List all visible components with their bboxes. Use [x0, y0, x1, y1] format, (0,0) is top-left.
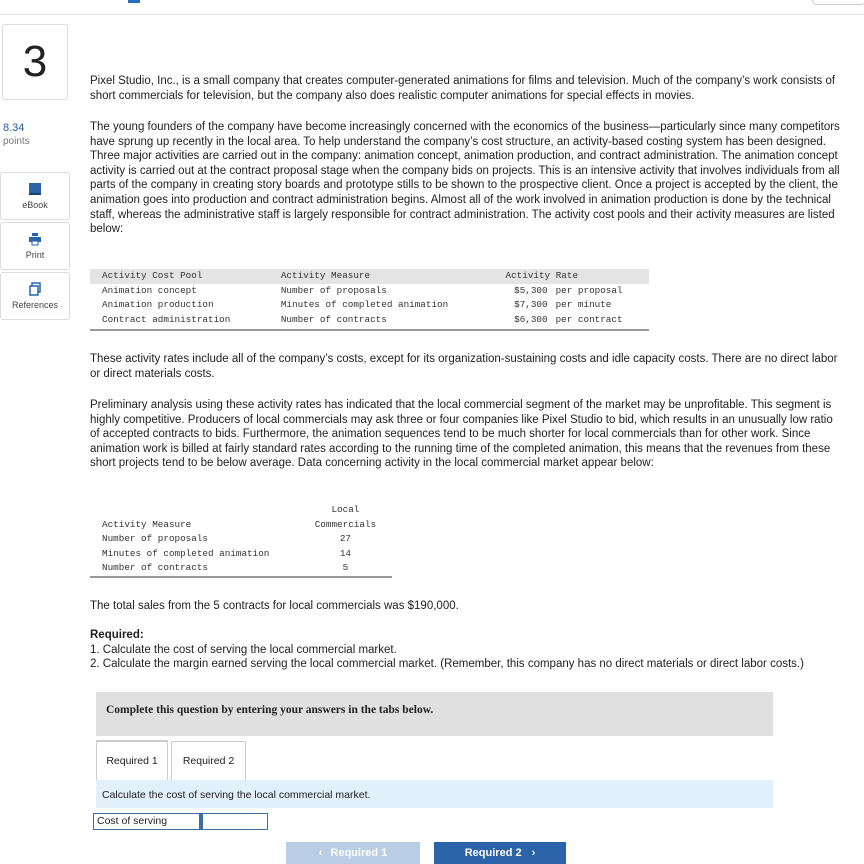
sales-note: The total sales from the 5 contracts for local commercials was $190,000. — [90, 600, 459, 612]
table-cell: 14 — [339, 547, 351, 559]
preliminary-paragraph: Preliminary analysis using these activity rates has indicated that the local commercial segment of the market may be unprofitable. This segment is highly competitive. Producers of local commercials may ask three or four companies like Pixel Studio to bid, which results in an unusually low ratio of accepted contracts to bids. Furthermore, the animation sequences tend to be much shorter for local commercials than for other work. Since animation work is billed at fairly standard rates according to the running time of the completed animation, this means that the revenues from these short projects tend to be below average. Data concerning activity in the local commercial market appear below: — [90, 399, 833, 470]
intro-paragraph: Pixel Studio, Inc., is a small company that creates computer-generated animations for films and television. Much of the company’s work consists of short commercials for television, but the company also does realistic computer animations for special effects in movies. — [90, 75, 836, 102]
local-commercials-table — [90, 503, 392, 578]
table-cell: Animation production — [102, 299, 214, 311]
next-tab-label: Required 2 — [464, 847, 522, 859]
table-cell: per contract — [555, 313, 623, 325]
table-header: Activity Cost Pool — [90, 269, 269, 284]
references-label: References — [11, 300, 59, 310]
table-cell: per minute — [555, 299, 612, 311]
table-cell: Contract administration — [102, 313, 231, 325]
table-header: Activity Measure — [102, 518, 192, 530]
activity-rate-table — [90, 269, 649, 331]
chevron-right-icon: › — [531, 847, 536, 859]
cost-of-serving-label: Cost of serving — [93, 813, 200, 830]
table-row — [90, 284, 649, 299]
table-row — [90, 561, 392, 576]
table-cell: Number of proposals — [280, 284, 387, 296]
top-bar-toggle[interactable] — [812, 0, 864, 5]
rates-note: These activity rates include all of the company’s costs, except for its organization-sustaining costs and idle capacity costs. There are no direct labor or direct materials costs. — [90, 353, 838, 380]
prev-tab-label: Required 1 — [330, 847, 388, 859]
table-cell: $7,300 — [514, 299, 548, 311]
table-row — [90, 313, 649, 328]
table-cell: Minutes of completed animation — [280, 299, 449, 311]
founders-paragraph: The young founders of the company have become increasingly concerned with the economics of the business—particularly since many competitors have sprung up recently in the local area. To help understand the company’s cost structure, an activity-based costing system has been designed. Three major activities are carried out in the company: animation concept, animation production, and contract administration. The animation concept activity is carried out at the contract proposal stage when the company bids on projects. This is an intensive activity that involves individuals from all parts of the company in creating story boards and prototype stills to be shown to the prospective client. Once a project is accepted by the client, the animation goes into production and contract administration begins. Almost all of the work involved in animation production is done by the technical staff, whereas the administrative staff is largely responsible for contract administration. The activity cost pools and their activity measures are listed below: — [90, 121, 840, 236]
required-section — [90, 628, 845, 672]
book-icon — [28, 182, 42, 196]
table-row — [90, 547, 392, 562]
table-header: Activity Rate — [494, 269, 650, 284]
table-cell: $5,300 — [514, 284, 548, 296]
references-button[interactable] — [0, 272, 70, 320]
table-cell: 27 — [339, 533, 351, 545]
table-header: Activity Measure — [269, 269, 494, 284]
next-tab-button[interactable] — [434, 842, 566, 864]
required-label: Required: — [90, 629, 144, 641]
table-cell: 5 — [342, 562, 349, 574]
table-cell: Number of proposals — [102, 533, 209, 545]
table-cell: Minutes of completed animation — [102, 547, 270, 559]
table-cell: $6,300 — [514, 313, 548, 325]
tab-required-1[interactable]: Required 1 — [96, 741, 168, 780]
ebook-label: eBook — [22, 200, 48, 210]
cost-of-serving-input[interactable] — [200, 813, 268, 830]
instructions-banner — [96, 692, 773, 736]
instruction-text: Calculate the cost of serving the local commercial market. — [102, 789, 371, 801]
table-row — [90, 298, 649, 313]
top-bar — [0, 0, 864, 15]
tab-required-2[interactable]: Required 2 — [171, 741, 246, 781]
points-value: 8.34 — [3, 122, 25, 134]
ebook-button[interactable] — [0, 172, 70, 220]
print-label: Print — [25, 250, 45, 260]
instruction-bar — [96, 780, 773, 808]
answer-row — [93, 813, 268, 830]
table-cell: Number of contracts — [102, 562, 209, 574]
table-cell: per proposal — [555, 284, 623, 296]
required-item-2: 2. Calculate the margin earned serving the local commercial market. (Remember, this company has no direct materials or direct labor costs.) — [90, 658, 804, 671]
top-bar-accent — [128, 0, 140, 3]
printer-icon — [28, 232, 42, 246]
table-cell: Number of contracts — [280, 313, 387, 325]
print-button[interactable] — [0, 222, 70, 270]
points-label: points — [3, 136, 30, 147]
table-header: Local — [331, 504, 360, 515]
points-display — [3, 122, 30, 148]
prev-tab-button[interactable] — [286, 842, 420, 864]
chevron-left-icon: ‹ — [318, 847, 323, 859]
table-row — [90, 532, 392, 547]
table-cell: Animation concept — [102, 284, 197, 296]
required-item-1: 1. Calculate the cost of serving the local commercial market. — [90, 643, 397, 656]
complete-note: Complete this question by entering your answers in the tabs below. — [106, 704, 434, 716]
copy-icon — [28, 282, 42, 296]
table-header: Commercials — [314, 518, 377, 530]
question-number: 3 — [2, 24, 68, 100]
